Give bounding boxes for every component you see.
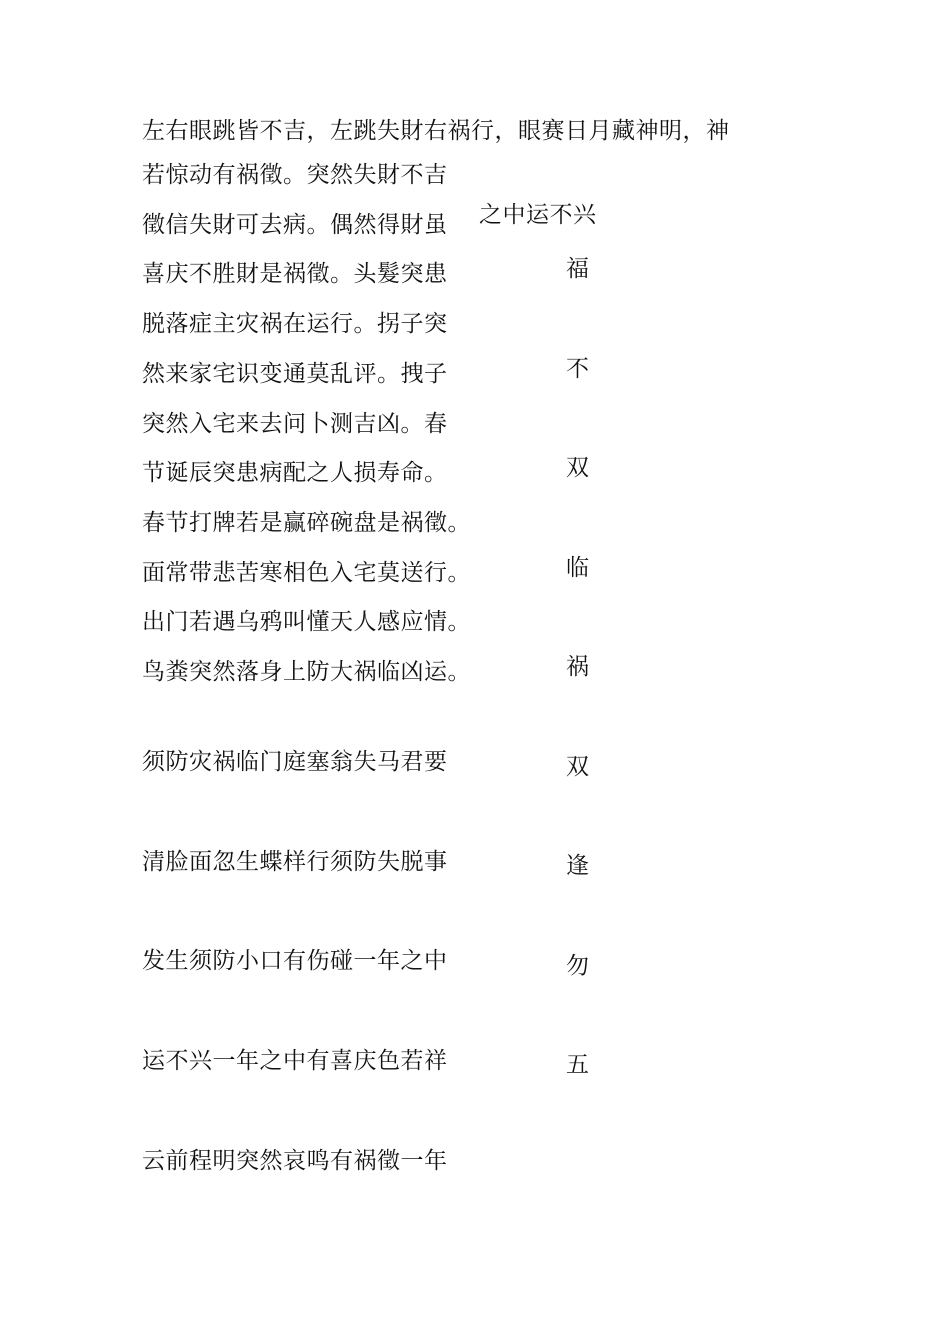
vertical-char: 福 (566, 256, 589, 282)
text-line: 发生须防小口有伤碰一年之中 (142, 948, 448, 974)
text-line: 面常带悲苦寒相色入宅莫送行。 (142, 560, 471, 586)
text-line: 云前程明突然哀鸣有祸徵一年 (142, 1148, 448, 1174)
text-line: 清脸面忽生蝶样行须防失脱事 (142, 849, 448, 875)
vertical-char: 逢 (566, 853, 589, 879)
side-phrase: 之中运不兴 (479, 202, 597, 228)
text-line: 徵信失財可去病。偶然得財虽 (142, 212, 448, 238)
vertical-char: 双 (566, 754, 589, 780)
text-line: 然来家宅识变通莫乱评。拽子 (142, 361, 448, 387)
text-line: 脱落症主灾祸在运行。拐子突 (142, 311, 448, 337)
text-line: 喜庆不胜財是祸徵。头髮突患 (142, 261, 448, 287)
vertical-char: 勿 (566, 953, 589, 979)
text-line-top: 左右眼跳皆不吉，左跳失財右祸行，眼赛日月藏神明，神 (142, 118, 730, 144)
vertical-char: 祸 (566, 654, 589, 680)
text-line: 春节打牌若是赢碎碗盘是祸徵。 (142, 510, 471, 536)
vertical-char: 不 (566, 356, 589, 382)
text-line: 须防灾祸临门庭塞翁失马君要 (142, 749, 448, 775)
vertical-char: 临 (566, 555, 589, 581)
text-line: 鸟粪突然落身上防大祸临凶运。 (142, 659, 471, 685)
text-line: 运不兴一年之中有喜庆色若祥 (142, 1048, 448, 1074)
text-line: 突然入宅来去问卜测吉凶。春 (142, 411, 448, 437)
vertical-char: 五 (566, 1052, 589, 1078)
text-line: 节诞辰突患病配之人损寿命。 (142, 460, 448, 486)
text-line: 出门若遇乌鸦叫懂天人感应情。 (142, 609, 471, 635)
vertical-char: 双 (566, 455, 589, 481)
text-line: 若惊动有祸徵。突然失財不吉 (142, 162, 448, 188)
